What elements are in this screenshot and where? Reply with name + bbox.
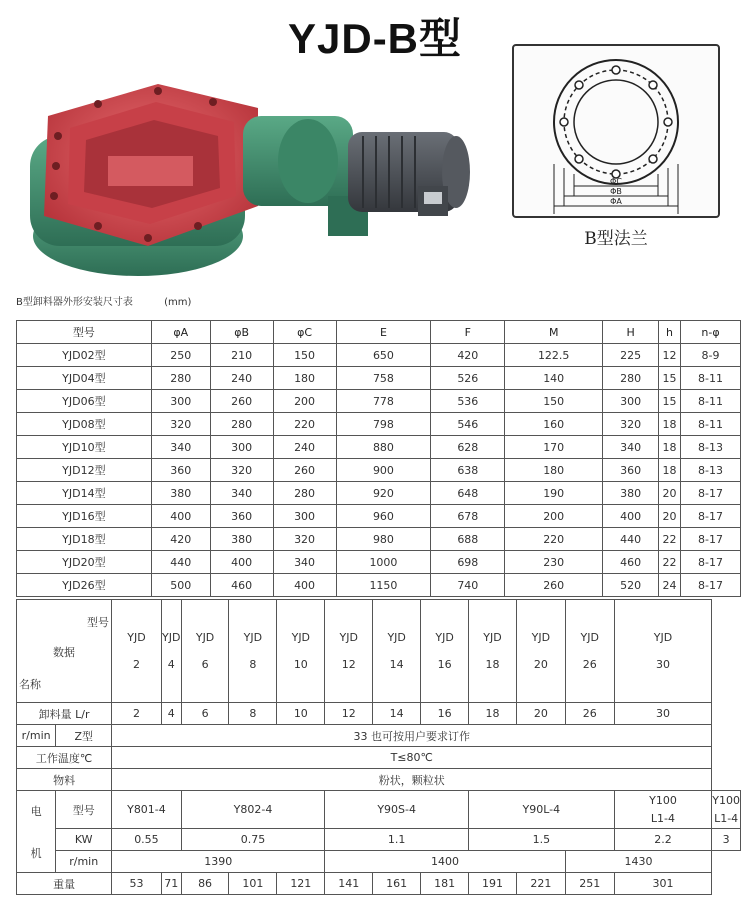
table-cell: 20 bbox=[659, 505, 681, 528]
table-cell: 460 bbox=[210, 574, 273, 597]
weight-value: 53 bbox=[112, 873, 162, 895]
table-cell: 440 bbox=[603, 528, 659, 551]
flange-caption: B型法兰 bbox=[584, 229, 648, 249]
table-cell: 400 bbox=[210, 551, 273, 574]
motor-model-2: Y90S-4 bbox=[325, 791, 469, 829]
motor-kw-row bbox=[17, 829, 741, 851]
table-cell: 260 bbox=[505, 574, 603, 597]
weight-value: 141 bbox=[325, 873, 373, 895]
table-cell: 380 bbox=[210, 528, 273, 551]
rotary-valve-photo bbox=[8, 56, 488, 286]
table-cell: YJD04型 bbox=[17, 367, 152, 390]
table-cell: 340 bbox=[210, 482, 273, 505]
header-cell: M bbox=[505, 321, 603, 344]
motor-rpm-row bbox=[17, 851, 741, 873]
table-cell: 20 bbox=[659, 482, 681, 505]
header-cell: F bbox=[431, 321, 505, 344]
table-cell: 920 bbox=[336, 482, 431, 505]
table-row bbox=[17, 436, 741, 459]
table-cell: 18 bbox=[659, 436, 681, 459]
table-cell: 8-17 bbox=[681, 574, 741, 597]
discharge-value: 6 bbox=[181, 703, 229, 725]
table-cell: 880 bbox=[336, 436, 431, 459]
table-cell: 15 bbox=[659, 367, 681, 390]
material-label: 物料 bbox=[17, 769, 112, 791]
model-cell-2: YJD 6 bbox=[181, 600, 229, 703]
table-row bbox=[17, 574, 741, 597]
table-cell: 536 bbox=[431, 390, 505, 413]
table-cell: 798 bbox=[336, 413, 431, 436]
header-cell: n-φ bbox=[681, 321, 741, 344]
table-cell: 360 bbox=[210, 505, 273, 528]
table-cell: 460 bbox=[603, 551, 659, 574]
model-cell-1: YJD 4 bbox=[161, 600, 181, 703]
motor-kw-5: 3 bbox=[712, 829, 741, 851]
speed-value: 33 也可按用户要求订作 bbox=[112, 725, 712, 747]
table1-header-row bbox=[17, 321, 741, 344]
temp-row bbox=[17, 747, 741, 769]
table-cell: 526 bbox=[431, 367, 505, 390]
table-cell: 650 bbox=[336, 344, 431, 367]
discharge-value: 18 bbox=[469, 703, 517, 725]
weight-value: 181 bbox=[421, 873, 469, 895]
table-row bbox=[17, 459, 741, 482]
motor-model-3: Y90L-4 bbox=[469, 791, 615, 829]
table-cell: 1150 bbox=[336, 574, 431, 597]
motor-model-1: Y802-4 bbox=[181, 791, 325, 829]
model-cell-3: YJD 8 bbox=[229, 600, 277, 703]
table-cell: 8-13 bbox=[681, 459, 741, 482]
table-cell: YJD26型 bbox=[17, 574, 152, 597]
weight-value: 251 bbox=[565, 873, 614, 895]
table-cell: 18 bbox=[659, 459, 681, 482]
table-cell: YJD12型 bbox=[17, 459, 152, 482]
table-cell: 210 bbox=[210, 344, 273, 367]
table-cell: 8-11 bbox=[681, 413, 741, 436]
table-cell: YJD16型 bbox=[17, 505, 152, 528]
table-cell: 740 bbox=[431, 574, 505, 597]
table-cell: 900 bbox=[336, 459, 431, 482]
table-cell: 360 bbox=[603, 459, 659, 482]
speed-row bbox=[17, 725, 741, 747]
discharge-value: 8 bbox=[229, 703, 277, 725]
table-cell: 380 bbox=[151, 482, 210, 505]
motor-kw-0: 0.55 bbox=[112, 829, 182, 851]
table-cell: 190 bbox=[505, 482, 603, 505]
motor-rpm-0: 1390 bbox=[112, 851, 325, 873]
table-row bbox=[17, 482, 741, 505]
header-cell: E bbox=[336, 321, 431, 344]
header-cell: h bbox=[659, 321, 681, 344]
speed-label-a: r/min bbox=[17, 725, 56, 747]
table-cell: 8-17 bbox=[681, 528, 741, 551]
material-value: 粉状，颗粒状 bbox=[112, 769, 712, 791]
table-cell: 8-13 bbox=[681, 436, 741, 459]
table-cell: 340 bbox=[151, 436, 210, 459]
weight-value: 121 bbox=[277, 873, 325, 895]
table-cell: 180 bbox=[273, 367, 336, 390]
spec-table bbox=[16, 599, 741, 895]
weight-value: 101 bbox=[229, 873, 277, 895]
model-cell-6: YJD 14 bbox=[373, 600, 421, 703]
table-cell: 320 bbox=[273, 528, 336, 551]
table-cell: 220 bbox=[273, 413, 336, 436]
table-cell: YJD18型 bbox=[17, 528, 152, 551]
table-cell: 500 bbox=[151, 574, 210, 597]
weight-value: 191 bbox=[469, 873, 517, 895]
table-cell: 240 bbox=[210, 367, 273, 390]
weight-value: 71 bbox=[161, 873, 181, 895]
header-cell: 型号 bbox=[17, 321, 152, 344]
table-cell: 8-9 bbox=[681, 344, 741, 367]
table-cell: 18 bbox=[659, 413, 681, 436]
motor-model-row bbox=[17, 791, 741, 829]
page-title: YJD-B型 bbox=[287, 15, 463, 62]
corner-model: 型号 bbox=[87, 616, 109, 629]
discharge-value: 2 bbox=[112, 703, 162, 725]
table-cell: 260 bbox=[273, 459, 336, 482]
corner-name: 名称 bbox=[19, 678, 41, 691]
discharge-value: 26 bbox=[565, 703, 614, 725]
corner-data: 数据 bbox=[53, 646, 75, 659]
discharge-value: 4 bbox=[161, 703, 181, 725]
dim-c: ΦC bbox=[610, 177, 622, 186]
table-cell: YJD10型 bbox=[17, 436, 152, 459]
table-cell: 340 bbox=[603, 436, 659, 459]
table-cell: 400 bbox=[273, 574, 336, 597]
table-cell: 8-17 bbox=[681, 482, 741, 505]
table-cell: 15 bbox=[659, 390, 681, 413]
table-cell: 300 bbox=[603, 390, 659, 413]
model-header-row bbox=[17, 600, 741, 703]
model-cell-0: YJD 2 bbox=[112, 600, 162, 703]
table-cell: YJD08型 bbox=[17, 413, 152, 436]
table-cell: 628 bbox=[431, 436, 505, 459]
dim-a: ΦA bbox=[610, 197, 622, 206]
motor-kw-1: 0.75 bbox=[181, 829, 325, 851]
motor-kw-4: 2.2 bbox=[614, 829, 712, 851]
discharge-label: 卸料量 L/r bbox=[17, 703, 112, 725]
weight-row bbox=[17, 873, 741, 895]
table-cell: YJD06型 bbox=[17, 390, 152, 413]
discharge-value: 12 bbox=[325, 703, 373, 725]
weight-label: 重量 bbox=[17, 873, 112, 895]
motor-model-5: Y100 L1-4 bbox=[712, 791, 741, 829]
table-cell: 200 bbox=[505, 505, 603, 528]
dim-b: ΦB bbox=[610, 187, 622, 196]
model-cell-11: YJD 30 bbox=[614, 600, 712, 703]
table-cell: 360 bbox=[151, 459, 210, 482]
model-cell-5: YJD 12 bbox=[325, 600, 373, 703]
table-cell: 170 bbox=[505, 436, 603, 459]
weight-value: 161 bbox=[373, 873, 421, 895]
table-cell: 160 bbox=[505, 413, 603, 436]
table-cell: 320 bbox=[210, 459, 273, 482]
table-cell: YJD14型 bbox=[17, 482, 152, 505]
table-cell: 22 bbox=[659, 528, 681, 551]
table-cell: 8-17 bbox=[681, 551, 741, 574]
motor-kw-2: 1.1 bbox=[325, 829, 469, 851]
motor-rpm-2: 1430 bbox=[565, 851, 711, 873]
table-cell: 340 bbox=[273, 551, 336, 574]
weight-value: 86 bbox=[181, 873, 229, 895]
table-cell: 778 bbox=[336, 390, 431, 413]
flange-diagram bbox=[512, 44, 720, 218]
table-cell: YJD20型 bbox=[17, 551, 152, 574]
speed-label-b: Z型 bbox=[56, 725, 112, 747]
table-cell: 220 bbox=[505, 528, 603, 551]
model-cell-9: YJD 20 bbox=[516, 600, 565, 703]
table-cell: 250 bbox=[151, 344, 210, 367]
table-row bbox=[17, 551, 741, 574]
table-cell: 400 bbox=[603, 505, 659, 528]
table-cell: 960 bbox=[336, 505, 431, 528]
model-cell-7: YJD 16 bbox=[421, 600, 469, 703]
table-cell: 980 bbox=[336, 528, 431, 551]
table-cell: YJD02型 bbox=[17, 344, 152, 367]
table-cell: 150 bbox=[273, 344, 336, 367]
table-cell: 546 bbox=[431, 413, 505, 436]
table-cell: 8-11 bbox=[681, 367, 741, 390]
table-cell: 758 bbox=[336, 367, 431, 390]
motor-rpm-label: r/min bbox=[56, 851, 112, 873]
table-cell: 648 bbox=[431, 482, 505, 505]
table-cell: 678 bbox=[431, 505, 505, 528]
table-cell: 638 bbox=[431, 459, 505, 482]
table-cell: 420 bbox=[431, 344, 505, 367]
table-cell: 140 bbox=[505, 367, 603, 390]
discharge-value: 16 bbox=[421, 703, 469, 725]
table-cell: 440 bbox=[151, 551, 210, 574]
model-cell-10: YJD 26 bbox=[565, 600, 614, 703]
table-cell: 400 bbox=[151, 505, 210, 528]
motor-kw-label: KW bbox=[56, 829, 112, 851]
weight-value: 301 bbox=[614, 873, 712, 895]
table-row bbox=[17, 344, 741, 367]
table-cell: 280 bbox=[273, 482, 336, 505]
header-cell: φB bbox=[210, 321, 273, 344]
table-cell: 280 bbox=[603, 367, 659, 390]
table-row bbox=[17, 505, 741, 528]
table1-caption bbox=[16, 293, 191, 308]
table-cell: 320 bbox=[151, 413, 210, 436]
table-cell: 240 bbox=[273, 436, 336, 459]
table-cell: 22 bbox=[659, 551, 681, 574]
table-cell: 260 bbox=[210, 390, 273, 413]
table-cell: 698 bbox=[431, 551, 505, 574]
weight-value: 221 bbox=[516, 873, 565, 895]
table-row bbox=[17, 413, 741, 436]
discharge-row bbox=[17, 703, 741, 725]
motor-model-4: Y100 L1-4 bbox=[614, 791, 712, 829]
table1-title: B型卸料器外形安装尺寸表 bbox=[16, 297, 133, 308]
table-cell: 280 bbox=[151, 367, 210, 390]
dimension-table bbox=[16, 320, 741, 597]
temp-label: 工作温度℃ bbox=[17, 747, 112, 769]
table-cell: 320 bbox=[603, 413, 659, 436]
table-cell: 300 bbox=[210, 436, 273, 459]
table-cell: 688 bbox=[431, 528, 505, 551]
table-cell: 24 bbox=[659, 574, 681, 597]
table-cell: 300 bbox=[273, 505, 336, 528]
table-cell: 420 bbox=[151, 528, 210, 551]
table-cell: 520 bbox=[603, 574, 659, 597]
table-row bbox=[17, 390, 741, 413]
table-cell: 380 bbox=[603, 482, 659, 505]
motor-model-0: Y801-4 bbox=[112, 791, 182, 829]
material-row bbox=[17, 769, 741, 791]
table-cell: 150 bbox=[505, 390, 603, 413]
motor-rpm-1: 1400 bbox=[325, 851, 566, 873]
motor-kw-3: 1.5 bbox=[469, 829, 615, 851]
discharge-value: 30 bbox=[614, 703, 712, 725]
motor-model-label: 型号 bbox=[56, 791, 112, 829]
corner-cell bbox=[17, 600, 112, 703]
table-cell: 122.5 bbox=[505, 344, 603, 367]
table-cell: 8-11 bbox=[681, 390, 741, 413]
header-cell: φA bbox=[151, 321, 210, 344]
motor-label: 电 机 bbox=[17, 791, 56, 873]
header-cell: H bbox=[603, 321, 659, 344]
model-cell-4: YJD 10 bbox=[277, 600, 325, 703]
table-cell: 300 bbox=[151, 390, 210, 413]
table-cell: 1000 bbox=[336, 551, 431, 574]
table-cell: 12 bbox=[659, 344, 681, 367]
header-cell: φC bbox=[273, 321, 336, 344]
table-cell: 230 bbox=[505, 551, 603, 574]
discharge-value: 20 bbox=[516, 703, 565, 725]
table-row bbox=[17, 367, 741, 390]
table-cell: 180 bbox=[505, 459, 603, 482]
table-row bbox=[17, 528, 741, 551]
discharge-value: 10 bbox=[277, 703, 325, 725]
temp-value: T≤80℃ bbox=[112, 747, 712, 769]
table-cell: 225 bbox=[603, 344, 659, 367]
table-cell: 280 bbox=[210, 413, 273, 436]
table-cell: 200 bbox=[273, 390, 336, 413]
model-cell-8: YJD 18 bbox=[469, 600, 517, 703]
table-cell: 8-17 bbox=[681, 505, 741, 528]
discharge-value: 14 bbox=[373, 703, 421, 725]
table1-unit: (mm) bbox=[164, 297, 192, 308]
